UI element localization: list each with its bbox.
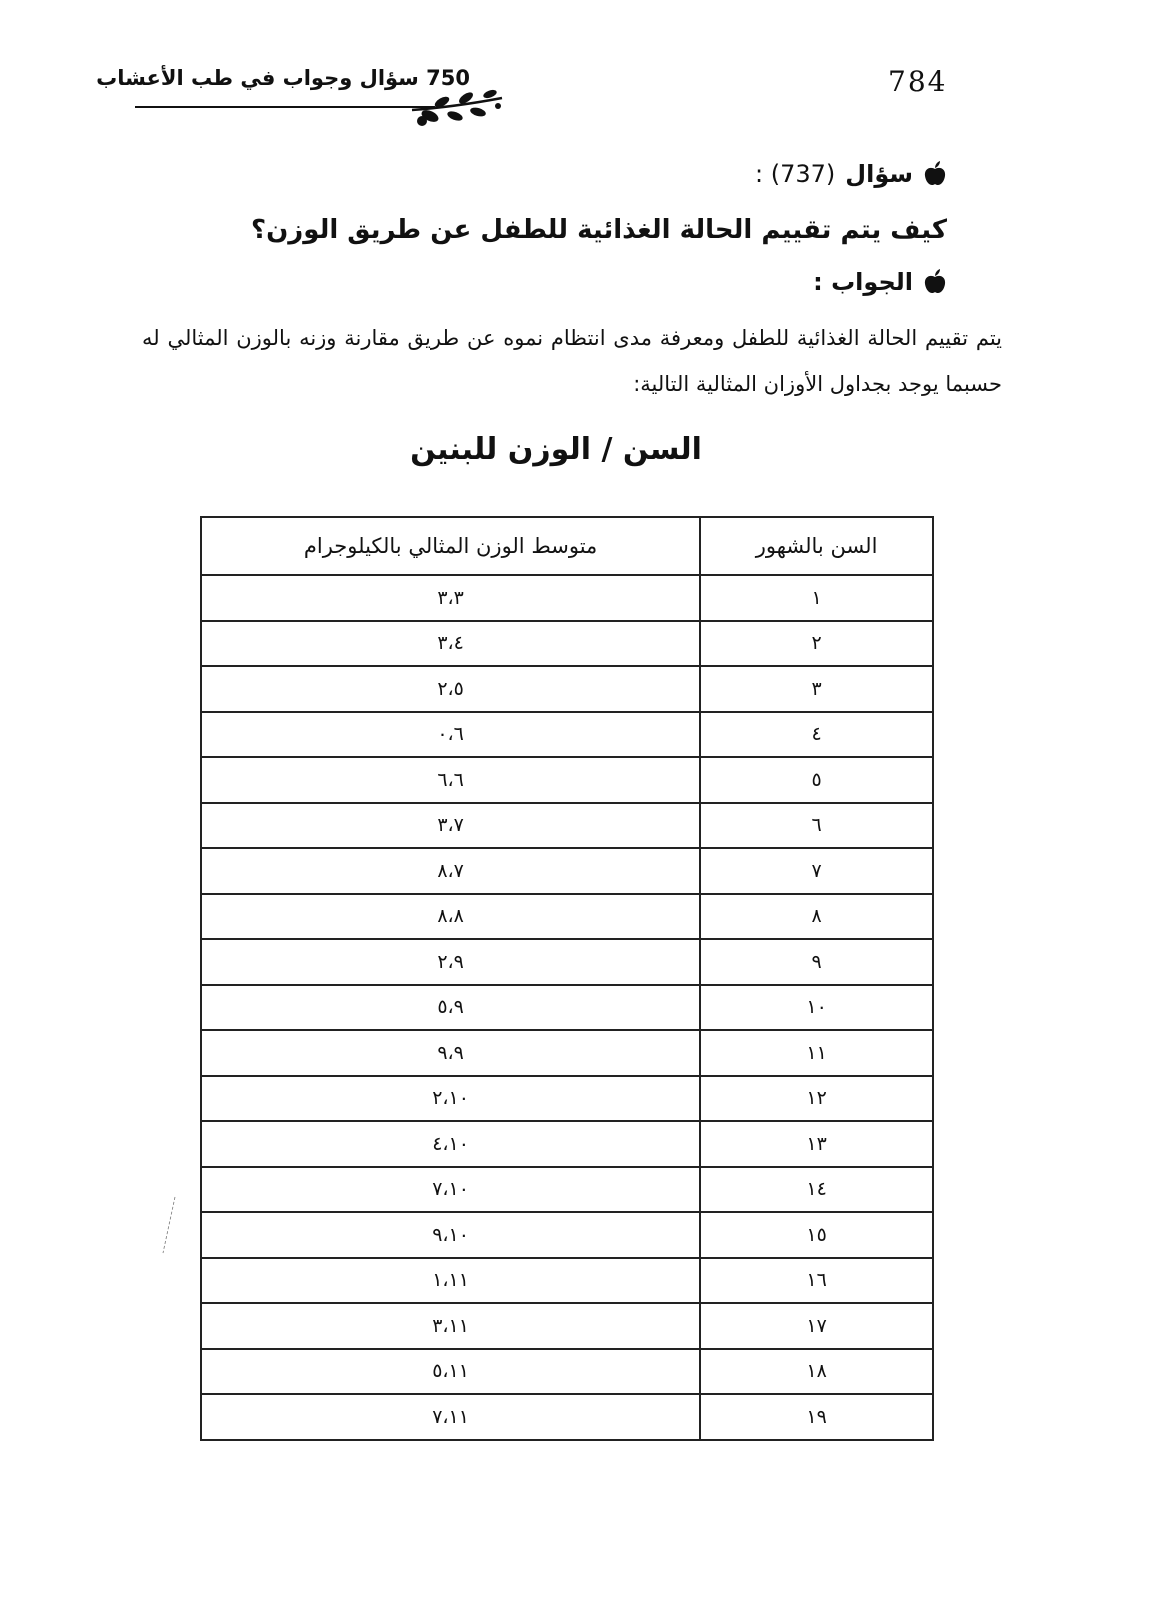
table-row <box>201 575 933 621</box>
age-cell: ٢ <box>700 621 933 667</box>
weight-cell: ٢،١٠ <box>201 1076 700 1122</box>
table-row <box>201 803 933 849</box>
answer-heading <box>813 268 947 296</box>
age-cell: ١٧ <box>700 1303 933 1349</box>
table-row <box>201 1394 933 1440</box>
scan-artifact <box>160 1195 178 1255</box>
table-row <box>201 1030 933 1076</box>
table-row <box>201 1167 933 1213</box>
age-cell: ١٥ <box>700 1212 933 1258</box>
question-label: سؤال <box>845 160 913 188</box>
weight-cell: ٨،٨ <box>201 894 700 940</box>
age-cell: ٦ <box>700 803 933 849</box>
weight-cell: ٥،٩ <box>201 985 700 1031</box>
header-rule <box>135 106 435 108</box>
age-column-header: السن بالشهور <box>700 517 933 575</box>
weight-cell: ٩،٩ <box>201 1030 700 1076</box>
question-text: كيف يتم تقييم الحالة الغذائية للطفل عن طريق الوزن؟ <box>251 215 947 245</box>
table-row <box>201 1212 933 1258</box>
table-row <box>201 712 933 758</box>
table-row <box>201 1349 933 1395</box>
table-row <box>201 757 933 803</box>
table-row <box>201 939 933 985</box>
table-body <box>201 575 933 1440</box>
weight-cell: ٢،٩ <box>201 939 700 985</box>
table-row <box>201 666 933 712</box>
apple-icon <box>923 161 947 187</box>
weight-cell: ٣،٤ <box>201 621 700 667</box>
weight-cell: ٠،٦ <box>201 712 700 758</box>
table-row <box>201 1303 933 1349</box>
weight-cell: ٢،٥ <box>201 666 700 712</box>
age-cell: ١٤ <box>700 1167 933 1213</box>
age-cell: ٩ <box>700 939 933 985</box>
weight-cell: ٤،١٠ <box>201 1121 700 1167</box>
table-row <box>201 1076 933 1122</box>
weight-cell: ٩،١٠ <box>201 1212 700 1258</box>
age-cell: ٣ <box>700 666 933 712</box>
age-cell: ١٠ <box>700 985 933 1031</box>
age-cell: ١ <box>700 575 933 621</box>
table-title: السن / الوزن للبنين <box>410 432 702 467</box>
age-cell: ١٨ <box>700 1349 933 1395</box>
weight-cell: ٨،٧ <box>201 848 700 894</box>
table-row <box>201 1121 933 1167</box>
age-cell: ٨ <box>700 894 933 940</box>
answer-label: الجواب : <box>813 268 913 296</box>
table-header-row <box>201 517 933 575</box>
weight-cell: ٥،١١ <box>201 1349 700 1395</box>
weights-table <box>200 516 934 1441</box>
table-row <box>201 1258 933 1304</box>
apple-icon <box>923 269 947 295</box>
weight-cell: ٣،٧ <box>201 803 700 849</box>
page-number: 784 <box>888 65 948 98</box>
weight-cell: ٦،٦ <box>201 757 700 803</box>
table-row <box>201 894 933 940</box>
age-cell: ١٣ <box>700 1121 933 1167</box>
book-title: 750 سؤال وجواب في طب الأعشاب <box>96 66 470 90</box>
table-row <box>201 621 933 667</box>
age-cell: ٧ <box>700 848 933 894</box>
age-cell: ١٢ <box>700 1076 933 1122</box>
age-cell: ٤ <box>700 712 933 758</box>
weight-cell: ٣،١١ <box>201 1303 700 1349</box>
leaf-ornament-icon <box>410 88 505 130</box>
page-header <box>0 60 1152 130</box>
age-cell: ١٦ <box>700 1258 933 1304</box>
age-cell: ١١ <box>700 1030 933 1076</box>
weight-cell: ٣،٣ <box>201 575 700 621</box>
question-heading <box>755 160 947 188</box>
age-cell: ١٩ <box>700 1394 933 1440</box>
table-row <box>201 985 933 1031</box>
age-cell: ٥ <box>700 757 933 803</box>
weight-cell: ١،١١ <box>201 1258 700 1304</box>
weight-cell: ٧،١٠ <box>201 1167 700 1213</box>
question-number: (737) : <box>755 160 836 188</box>
table-row <box>201 848 933 894</box>
weight-column-header: متوسط الوزن المثالي بالكيلوجرام <box>201 517 700 575</box>
answer-paragraph: يتم تقييم الحالة الغذائية للطفل ومعرفة مدى انتظام نموه عن طريق مقارنة وزنه بالوزن المثالي له حسبما يوجد بجداول الأوزان المثالية التالية: <box>142 326 1002 396</box>
weight-cell: ٧،١١ <box>201 1394 700 1440</box>
